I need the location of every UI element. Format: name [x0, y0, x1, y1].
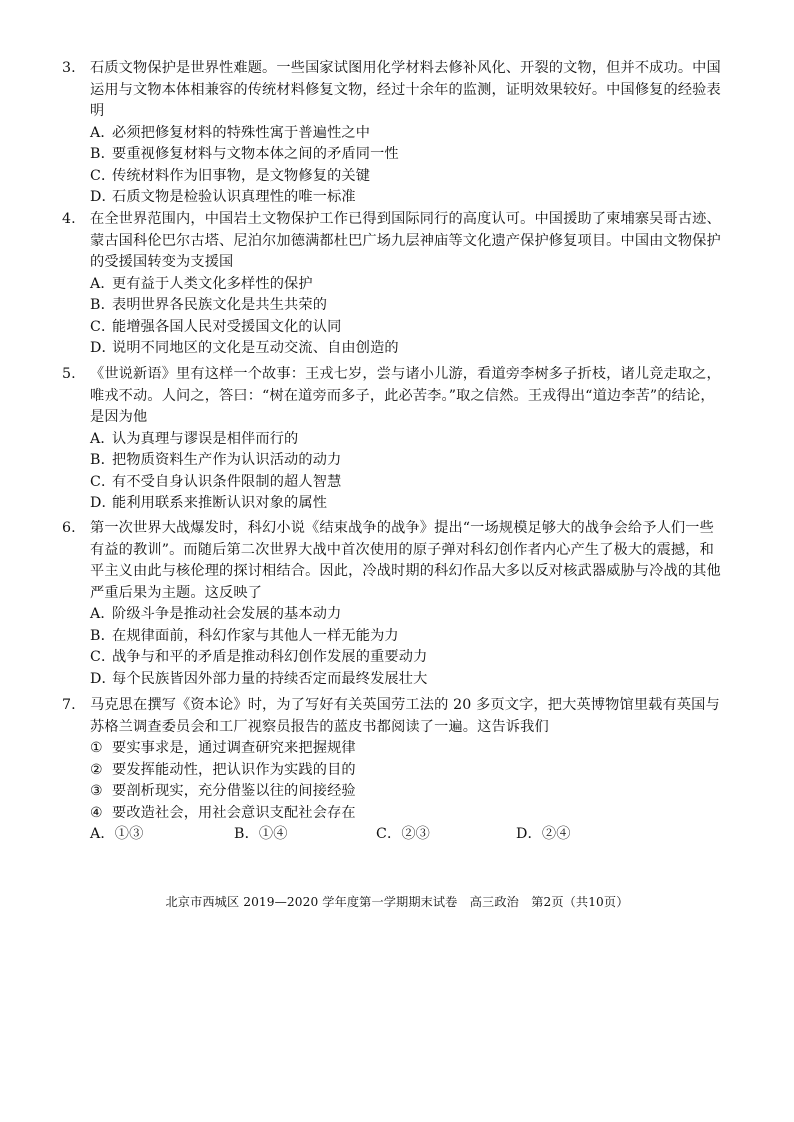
option-label: C． [90, 649, 116, 665]
question-4 [62, 209, 722, 360]
question-number: 6. [62, 520, 76, 536]
question-stem [62, 695, 722, 738]
option-label: B． [90, 452, 115, 468]
statement-4 [62, 803, 722, 825]
option-label: C． [90, 473, 116, 490]
answer-b: B．①④ [234, 826, 288, 842]
option-b [62, 295, 722, 317]
option-label: D． [90, 670, 116, 687]
statement-3 [62, 781, 722, 803]
option-a [62, 604, 722, 626]
option-d [62, 669, 722, 691]
question-5 [62, 364, 722, 515]
option-label: D． [90, 189, 116, 205]
option-text: 阶级斗争是推动社会发展的基本动力 [112, 606, 342, 622]
option-c [62, 647, 722, 669]
question-text: 《世说新语》里有这样一个故事：王戎七岁，尝与诸小儿游，看道旁李树多子折枝，诸儿竞走取之，唯戎不动。人问之，答曰：“树在道旁而多子，此必苦李。”取之信然。王戎得出“道边李苦”的结论，是因为他 [90, 366, 721, 425]
option-c [62, 317, 722, 339]
question-number: 5. [62, 366, 76, 382]
question-stem [62, 518, 722, 604]
statement-text: 要发挥能动性，把认识作为实践的目的 [112, 761, 356, 778]
question-7 [62, 695, 722, 846]
option-label: D． [90, 495, 116, 511]
statement-label: ③ [90, 783, 103, 799]
option-label: A． [90, 430, 115, 447]
option-text: 更有益于人类文化多样性的保护 [112, 275, 313, 292]
option-label: B． [90, 146, 115, 162]
option-text: 说明不同地区的文化是互动交流、自由创造的 [112, 340, 399, 356]
option-d [62, 493, 722, 515]
option-label: B． [90, 627, 115, 644]
option-a [62, 274, 722, 296]
question-number: 7. [62, 697, 76, 713]
option-text: 把物质资料生产作为认识活动的动力 [112, 452, 342, 468]
statement-label: ① [90, 740, 103, 756]
option-b [62, 450, 722, 472]
option-text: 必须把修复材料的特殊性寓于普遍性之中 [112, 124, 371, 141]
answer-c: C．②③ [376, 826, 431, 842]
option-label: A． [90, 275, 115, 292]
option-label: A． [90, 124, 115, 141]
option-text: 能利用联系来推断认识对象的属性 [112, 495, 328, 511]
question-stem [62, 58, 722, 123]
option-b [62, 144, 722, 166]
statement-label: ④ [90, 804, 103, 821]
option-text: 传统材料作为旧事物，是文物修复的关键 [112, 167, 371, 184]
page-footer: 北京市西城区 2019—2020 学年度第一学期期末试卷 高三政治 第2页（共10页） [165, 895, 629, 909]
question-stem [62, 209, 722, 274]
answer-choices [62, 824, 722, 846]
question-number: 4. [62, 211, 76, 227]
option-text: 石质文物是检验认识真理性的唯一标准 [112, 189, 356, 205]
statement-text: 要改造社会，用社会意识支配社会存在 [112, 804, 356, 821]
question-number: 3. [62, 60, 76, 76]
question-text: 马克思在撰写《资本论》时，为了写好有关英国劳工法的 20 多页文字，把大英博物馆里载有英国与苏格兰调查委员会和工厂视察员报告的蓝皮书都阅读了一遍。这告诉我们 [90, 697, 720, 735]
answer-d: D．②④ [516, 826, 571, 842]
question-text: 第一次世界大战爆发时，科幻小说《结束战争的战争》提出“一场规模足够大的战争会给予人们一些有益的教训”。而随后第二次世界大战中首次使用的原子弹对科幻创作者内心产生了极大的震撼，和平主义由此与核伦理的探讨相结合。因此，冷战时期的科幻作品大多以反对核武器威胁与冷战的其他严重后果为主题。这反映了 [90, 520, 721, 601]
option-label: A． [90, 606, 115, 622]
answer-a: A．①③ [90, 826, 144, 842]
option-d [62, 338, 722, 360]
question-stem [62, 364, 722, 429]
option-text: 认为真理与谬误是相伴而行的 [112, 430, 299, 447]
option-b [62, 626, 722, 648]
option-a [62, 123, 722, 145]
option-label: C． [90, 318, 116, 335]
option-label: D． [90, 340, 116, 356]
option-label: B． [90, 297, 115, 313]
option-text: 有不受自身认识条件限制的超人智慧 [112, 473, 342, 490]
question-6 [62, 518, 722, 690]
option-text: 战争与和平的矛盾是推动科幻创作发展的重要动力 [112, 649, 428, 665]
option-text: 每个民族皆因外部力量的持续否定而最终发展壮大 [112, 670, 428, 687]
option-text: 在规律面前，科幻作家与其他人一样无能为力 [112, 627, 399, 644]
option-d [62, 187, 722, 209]
option-c [62, 166, 722, 188]
option-c [62, 472, 722, 494]
statement-1 [62, 738, 722, 760]
option-text: 表明世界各民族文化是共生共荣的 [112, 297, 328, 313]
option-text: 能增强各国人民对受援国文化的认同 [112, 318, 342, 335]
statement-text: 要实事求是，通过调查研究来把握规律 [112, 740, 356, 756]
option-text: 要重视修复材料与文物本体之间的矛盾同一性 [112, 146, 399, 162]
question-text: 石质文物保护是世界性难题。一些国家试图用化学材料去修补风化、开裂的文物，但并不成功。中国运用与文物本体相兼容的传统材料修复文物，经过十余年的监测，证明效果较好。中国修复的经验表明 [90, 60, 721, 119]
question-text: 在全世界范围内，中国岩土文物保护工作已得到国际同行的高度认可。中国援助了柬埔寨吴哥古迹、蒙古国科伦巴尔古塔、尼泊尔加德满都杜巴广场九层神庙等文化遗产保护修复项目。中国由文物保护的受援国转变为支援国 [90, 211, 721, 270]
option-label: C． [90, 167, 116, 184]
statement-2 [62, 760, 722, 782]
question-3 [62, 58, 722, 209]
statement-text: 要剖析现实，充分借鉴以往的间接经验 [112, 783, 356, 799]
statement-label: ② [90, 761, 103, 778]
option-a [62, 429, 722, 451]
